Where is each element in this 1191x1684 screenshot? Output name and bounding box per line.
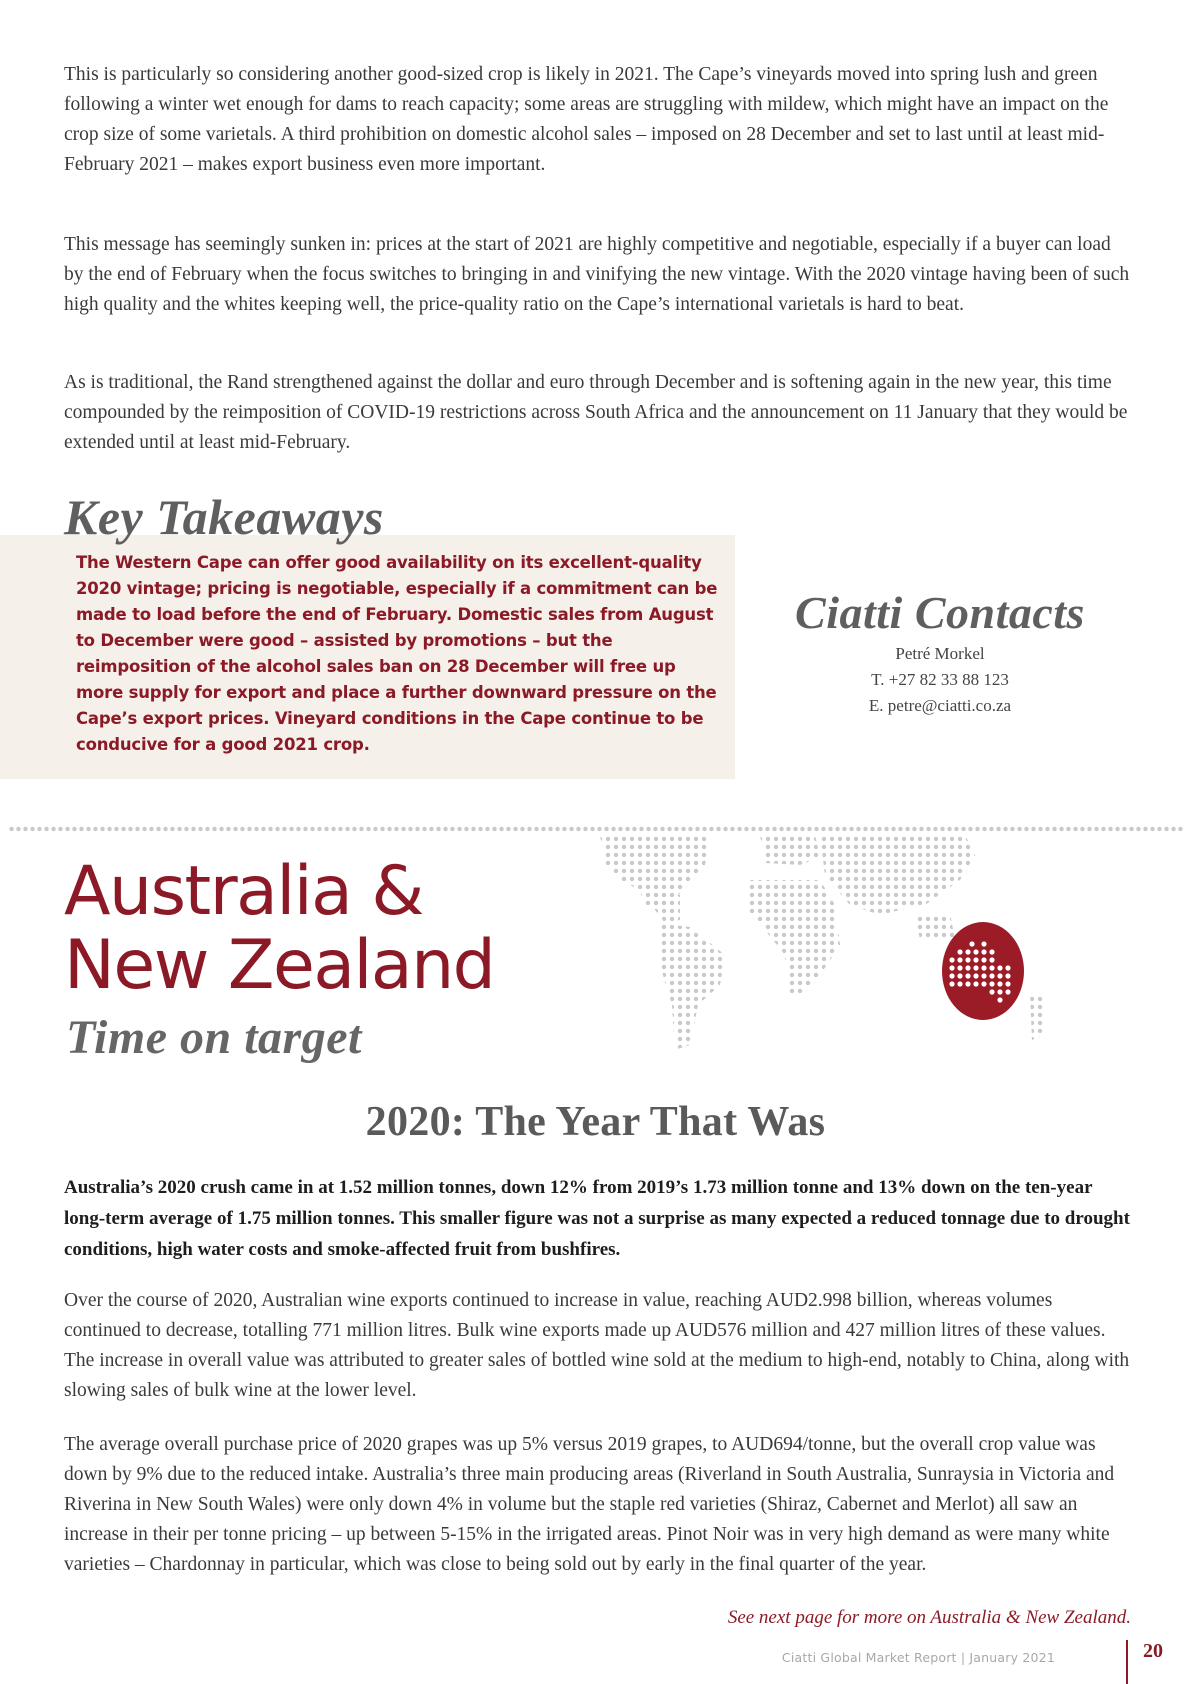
contact-phone[interactable]: T. +27 82 33 88 123 <box>871 670 1009 689</box>
region-title <box>64 852 495 1005</box>
key-takeaways-text: The Western Cape can offer good availability on its excellent-quality 2020 vintage; pricing is negotiable, especially if a commitment can be made to load before the end of February. Domestic sales from August to December were good – assisted by promotions – but the reimposition of the alcohol sales ban on 28 December will free up more supply for export and place a further downward pressure on the Cape’s export prices. Vineyard conditions in the Cape continue to be conducive for a good 2021 crop. <box>76 553 718 754</box>
lead-paragraph: Australia’s 2020 crush came in at 1.52 million tonnes, down 12% from 2019’s 1.73 million tonne and 13% down on the ten-year long-term average of 1.75 million tonnes. This smaller figure was not a surprise as many expected a reduced tonnage due to drought conditions, high water costs and smoke-affected fruit from bushfires. <box>64 1177 1130 1260</box>
key-takeaways-title: Key Takeaways <box>64 489 384 545</box>
section-heading: 2020: The Year That Was <box>365 1099 826 1145</box>
region-title-line1: Australia & <box>64 852 423 931</box>
body-paragraph-exports: Over the course of 2020, Australian wine exports continued to increase in value, reaching AUD2.998 billion, whereas volumes continued to decrease, totalling 771 million litres. Bulk wine exports made up AUD576 million and 427 million litres of these values. The increase in overall value was attributed to greater sales of bottled wine sold at the medium to high-end, notably to China, along with slowing sales of bulk wine at the lower level. <box>64 1290 1130 1401</box>
region-title-line2: New Zealand <box>64 926 495 1005</box>
body-paragraph-grape-prices: The average overall purchase price of 2020 grapes was up 5% versus 2019 grapes, to AUD694/tonne, but the overall crop value was down by 9% due to the reduced intake. Australia’s three main producing areas (Riverland in South Australia, Sunraysia in Victoria and Riverina in New South Wales) were only down 4% in volume but the staple red varieties (Shiraz, Cabernet and Merlot) all saw an increase in their per tonne pricing – up between 5-15% in the irrigated areas. Pinot Noir was in very high demand as were many white varieties – Chardonnay in particular, which was close to being sold out by early in the final quarter of the year. <box>64 1434 1115 1575</box>
body-paragraph-pricing: This message has seemingly sunken in: prices at the start of 2021 are highly competitive and negotiable, especially if a buyer can load by the end of February when the focus switches to bringing in and vinifying the new vintage. With the 2020 vintage having been of such high quality and the whites keeping well, the price-quality ratio on the Cape’s international varietals is hard to beat. <box>64 234 1130 315</box>
dotted-divider <box>8 826 1184 832</box>
contacts-title: Ciatti Contacts <box>795 587 1085 638</box>
body-paragraph-currency: As is traditional, the Rand strengthened against the dollar and euro through December and is softening again in the new year, this time compounded by the reimposition of COVID-19 restrictions across South Africa and the announcement on 11 January that they would be extended until at least mid-February. <box>64 372 1128 453</box>
contacts-block <box>740 585 1140 719</box>
contact-email[interactable]: E. petre@ciatti.co.za <box>868 696 1012 715</box>
region-subtitle: Time on target <box>66 1011 362 1064</box>
world-dot-map-icon <box>580 835 1140 1055</box>
contact-name: Petré Morkel <box>895 644 985 663</box>
australia-highlight-icon <box>942 922 1024 1020</box>
body-paragraph-crop-outlook: This is particularly so considering another good-sized crop is likely in 2021. The Cape’s vineyards moved into spring lush and green following a winter wet enough for dams to reach capacity; some areas are struggling with mildew, which might have an impact on the crop size of some varietals. A third prohibition on domestic alcohol sales – imposed on 28 December and set to last until at least mid-February 2021 – makes export business even more important. <box>64 64 1109 175</box>
page-number: 20 <box>1143 1640 1163 1662</box>
see-next-page-link[interactable]: See next page for more on Australia & New Zealand. <box>727 1607 1131 1628</box>
footer-divider <box>1126 1640 1128 1684</box>
footer-report-title: Ciatti Global Market Report | January 2021 <box>781 1650 1055 1665</box>
